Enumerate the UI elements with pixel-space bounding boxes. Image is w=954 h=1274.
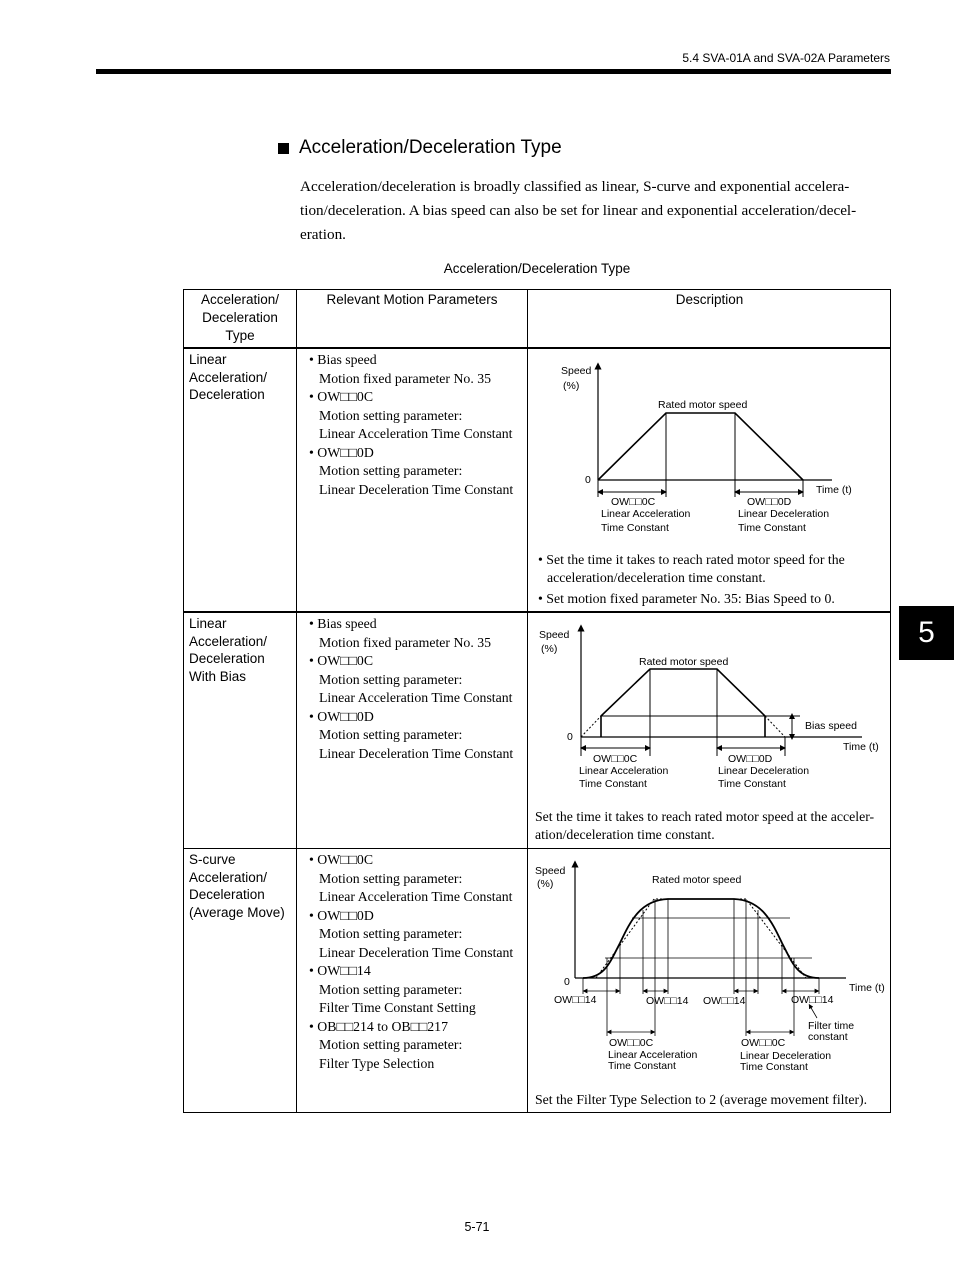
accel-param-code: OW□□0C: [593, 753, 638, 765]
bias-dotted-line: [765, 716, 785, 737]
intro-paragraph: [300, 175, 892, 247]
s-curve-profile: [583, 899, 819, 978]
params-cell: • Bias speed Motion fixed parameter No. 35 • OW□□0C Motion setting parameter: Linear Acceleration Time Constant • OW□□0D Motion setting parameter: Linear Deceleration Time Constant: [309, 616, 514, 761]
accel-label: Time Constant: [579, 778, 647, 790]
accel-param-code: OW□□0C: [609, 1037, 654, 1049]
rated-speed-label: Rated motor speed: [652, 874, 742, 886]
speed-profile: [601, 669, 765, 737]
filter-param-code: OW□□14: [554, 994, 597, 1006]
header-description: Description: [675, 292, 744, 307]
decel-label: Linear Deceleration: [718, 765, 810, 777]
row-divider: [183, 848, 891, 849]
decel-label: Linear Deceleration: [738, 508, 830, 520]
header-divider: [183, 347, 891, 349]
accel-label: Time Constant: [601, 522, 669, 534]
intro-line: eration.: [300, 226, 346, 243]
type-cell: Linear Acceleration/ Deceleration: [189, 352, 268, 403]
decel-param-code: OW□□0C: [741, 1037, 786, 1049]
accel-label: Linear Acceleration: [601, 508, 691, 520]
linear-reference-profile: [596, 899, 806, 978]
speed-profile: [598, 413, 803, 480]
column-divider: [296, 289, 297, 1113]
header-type: Acceleration/ Deceleration Type: [200, 292, 280, 343]
running-header: 5.4 SVA-01A and SVA-02A Parameters: [682, 51, 890, 65]
table-caption: Acceleration/Deceleration Type: [443, 261, 631, 276]
filter-param-code: OW□□14: [703, 995, 746, 1007]
accel-label: Linear Acceleration: [579, 765, 669, 777]
decel-param-code: OW□□0D: [728, 753, 773, 765]
speed-label: Speed: [539, 629, 570, 641]
intro-line: tion/deceleration. A bias speed can also be set for linear and exponential acceleration/decel-: [300, 202, 857, 219]
params-cell: • OW□□0C Motion setting parameter: Linear Acceleration Time Constant • OW□□0D Motion setting parameter: Linear Deceleration Time Constant • OW□□14 Motion setting parameter: Filter Time Constant Setting • OB□□214 to OB□□217 Motion setting parameter: Filter Type Selection: [309, 852, 514, 1071]
decel-label: Linear Deceleration: [740, 1050, 832, 1062]
filter-label: constant: [808, 1031, 848, 1043]
description-notes: Set the time it takes to reach rated motor speed at the acceler- ation/deceleration time constant.: [535, 809, 875, 842]
intro-line: Acceleration/deceleration is broadly classified as linear, S-curve and exponential accelera-: [300, 178, 850, 195]
decel-label: Time Constant: [738, 522, 806, 534]
percent-label: (%): [563, 380, 580, 392]
header-rule: [96, 69, 891, 74]
percent-label: (%): [537, 878, 554, 890]
decel-param-code: OW□□0D: [747, 496, 792, 508]
filter-param-code: OW□□14: [646, 995, 689, 1007]
linear-bias-diagram: [528, 622, 890, 797]
rated-speed-label: Rated motor speed: [639, 656, 729, 668]
bias-speed-label: Bias speed: [805, 720, 857, 732]
description-notes: Set the Filter Type Selection to 2 (average movement filter).: [535, 1092, 868, 1107]
zero-label: 0: [567, 731, 573, 743]
type-cell: Linear Acceleration/ Deceleration With Bias: [189, 616, 268, 684]
zero-label: 0: [564, 976, 570, 988]
accel-label: Time Constant: [608, 1060, 676, 1072]
speed-label: Speed: [535, 865, 566, 877]
decel-label: Time Constant: [740, 1061, 808, 1073]
filter-param-code: OW□□14: [791, 994, 834, 1006]
speed-label: Speed: [561, 365, 592, 377]
header-params: Relevant Motion Parameters: [326, 292, 498, 307]
params-cell: • Bias speed Motion fixed parameter No. 35 • OW□□0C Motion setting parameter: Linear Acceleration Time Constant • OW□□0D Motion setting parameter: Linear Deceleration Time Constant: [309, 352, 514, 497]
time-label: Time (t): [816, 484, 852, 496]
square-bullet-icon: [278, 143, 289, 154]
page-number: 5-71: [464, 1220, 490, 1234]
rated-speed-label: Rated motor speed: [658, 399, 748, 411]
linear-accel-diagram: [528, 360, 890, 540]
type-cell: S-curve Acceleration/ Deceleration (Average Move): [189, 852, 285, 920]
accel-label: Linear Acceleration: [608, 1049, 698, 1061]
description-notes: • Set the time it takes to reach rated motor speed for the acceleration/deceleration time constant. • Set motion fixed parameter No. 35: Bias Speed to 0.: [538, 552, 845, 606]
bias-dotted-line: [581, 716, 601, 737]
filter-pointer-arrow: [810, 1006, 817, 1018]
section-title: Acceleration/Deceleration Type: [299, 137, 562, 158]
accel-param-code: OW□□0C: [611, 496, 656, 508]
row-divider: [183, 611, 891, 613]
time-label: Time (t): [849, 982, 885, 994]
filter-label: Filter time: [808, 1020, 855, 1032]
percent-label: (%): [541, 643, 558, 655]
chapter-tab[interactable]: 5: [899, 606, 954, 660]
time-label: Time (t): [843, 741, 879, 753]
zero-label: 0: [585, 474, 591, 486]
decel-label: Time Constant: [718, 778, 786, 790]
section-heading: [278, 137, 562, 159]
s-curve-diagram: [528, 860, 890, 1075]
